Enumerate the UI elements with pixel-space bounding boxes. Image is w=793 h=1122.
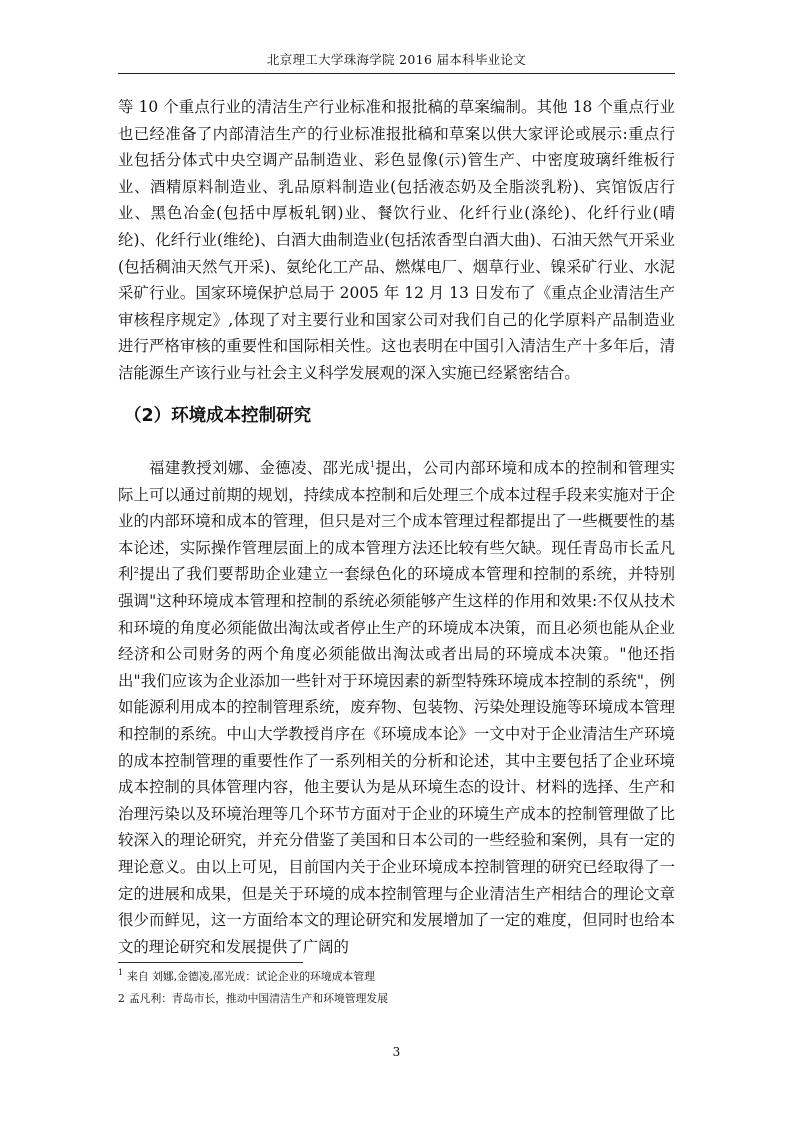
footnote-divider <box>118 962 303 963</box>
footnote-ref-2: 2 <box>133 566 139 576</box>
footnote-marker: 1 <box>118 968 124 978</box>
paragraph-text-part-c: 提出了我们要帮助企业建立一套绿色化的环境成本管理和控制的系统，并特别强调"这种环境成本管理和控制的系统必须能够产生这样的作用和效果:不仅从技术和环境的角度必须能做出淘汰或者停止生产的环境成本决策，而且必须也能从企业经济和公司财务的两个角度必须能做出淘汰或者出局的环境成本决策。"他还指出"我们应该为企业添加一些针对于环境因素的新型特殊环境成本控制的系统"，例如能源利用成本的控制管理系统，废弃物、包装物、污染处理设施等环境成本管理和控制的系统。中山大学教授肖序在《环境成本论》一文中对于企业清洁生产环境的成本控制管理的重要性作了一系列相关的分析和论述，其中主要包括了企业环境成本控制的具体管理内容，他主要认为是从环境生态的设计、材料的选择、生产和治理污染以及环境治理等几个环节方面对于企业的环境生产成本的控制管理做了比较深入的理论研究，并充分借鉴了美国和日本公司的一些经验和案例，具有一定的理论意义。由以上可见，目前国内关于企业环境成本控制管理的研究已经取得了一定的进展和成果，但是关于环境的成本控制管理与企业清洁生产相结合的理论文章很少而鲜见，这一方面给本文的理论研究和发展增加了一定的难度，但同时也给本文的理论研究和发展提供了广阔的 <box>118 565 675 956</box>
paragraph-text-part-a: 福建教授刘娜、金德凌、邵光成 <box>149 459 370 477</box>
footnote-text: 来自 刘娜,金德凌,邵光成：试论企业的环境成本管理 <box>127 970 375 983</box>
running-header: 北京理工大学珠海学院 2016 届本科毕业论文 <box>266 52 527 67</box>
paragraph-text-part-b: 提出，公司内部环境和成本的控制和管理实际上可以通过前期的规划，持续成本控制和后处理三个成本过程手段来实施对于企业的内部环境和成本的管理，但只是对三个成本管理过程都提出了一些概要性的基本论述，实际操作管理层面上的成本管理方法还比较有些欠缺。现任青岛市长孟凡利 <box>118 459 675 584</box>
footnote-1 <box>118 970 375 984</box>
paragraph-environmental-cost-research <box>118 455 675 960</box>
section-heading-environmental-cost-control: （2）环境成本控制研究 <box>124 406 312 426</box>
paragraph-clean-production-standards: 等 10 个重点行业的清洁生产行业标准和报批稿的草案编制。其他 18 个重点行业也已经准备了内部清洁生产的行业标准报批稿和草案以供大家评论或展示:重点行业包括分体式中央空调产品制造业、彩色显像(示)管生产、中密度玻璃纤维板行业、酒精原料制造业、乳品原料制造业(包括液态奶及全脂淡乳粉)、宾馆饭店行业、黑色冶金(包括中厚板轧钢)业、餐饮行业、化纤行业(涤纶)、化纤行业(晴纶)、化纤行业(维纶)、白酒大曲制造业(包括浓香型白酒大曲)、石油天然气开采业(包括稠油天然气开采)、氨纶化工产品、燃煤电厂、烟草行业、镍采矿行业、水泥采矿行业。国家环境保护总局于 2005 年 12 月 13 日发布了《重点企业清洁生产审核程序规定》,体现了对主要行业和国家公司对我们自己的化学原料产品制造业进行严格审核的重要性和国际相关性。这也表明在中国引入清洁生产十多年后，清洁能源生产该行业与社会主义科学发展观的深入实施已经紧密结合。 <box>118 98 675 382</box>
footnote-ref-1: 1 <box>369 459 376 469</box>
footnote-marker: 2 <box>118 992 125 1005</box>
footnote-text: 孟凡利：青岛市长，推动中国清洁生产和环境管理发展 <box>128 992 388 1005</box>
header-divider <box>118 73 675 74</box>
page-number: 3 <box>392 1045 401 1059</box>
footnote-2 <box>118 992 388 1006</box>
